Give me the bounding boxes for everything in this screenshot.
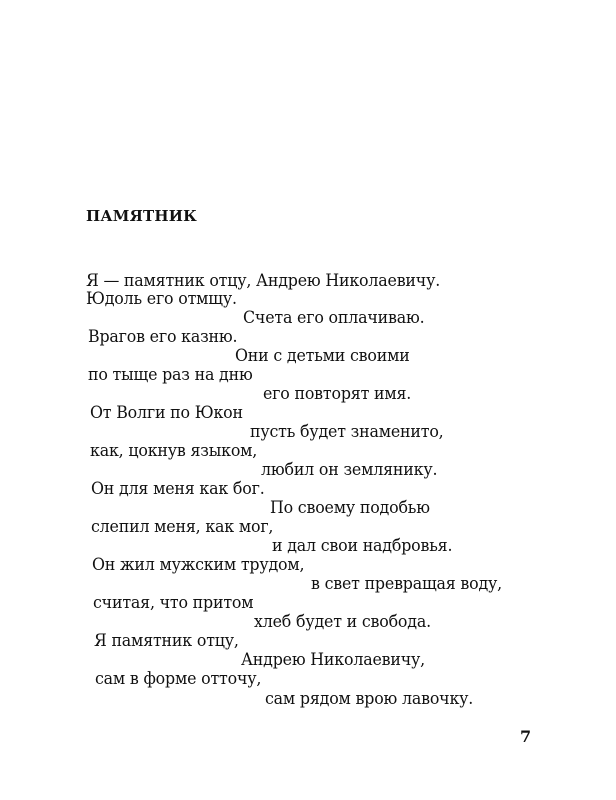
poem-line: пусть будет знаменито,	[250, 422, 444, 441]
poem-line: хлеб будет и свобода.	[254, 612, 431, 631]
poem-line: в свет превращая воду,	[311, 574, 503, 593]
poem-line: любил он землянику.	[261, 460, 438, 479]
poem-line: его повторят имя.	[263, 384, 412, 403]
poem-line: От Волги по Юкон	[90, 403, 243, 422]
poem-line: сам в форме отточу,	[95, 669, 262, 688]
poem-line: Он жил мужским трудом,	[92, 555, 305, 574]
poem-line: Счета его оплачиваю.	[243, 308, 425, 327]
poem-line: Они с детьми своими	[235, 346, 410, 365]
poem-line: как, цокнув языком,	[90, 441, 258, 460]
poem-line: Я — памятник отцу, Андрею Николаевичу.	[86, 271, 441, 290]
page-number: 7	[520, 727, 532, 746]
poem-line: Я памятник отцу,	[94, 631, 239, 650]
poem-line: Юдоль его отмщу.	[86, 289, 237, 308]
poem-line: Андрею Николаевичу,	[241, 650, 425, 669]
poem-line: слепил меня, как мог,	[91, 517, 274, 536]
poem-line: по тыще раз на дню	[88, 365, 253, 384]
poem-line: По своему подобью	[270, 498, 430, 517]
poem-line: Врагов его казню.	[88, 327, 238, 346]
poem-line: Он для меня как бог.	[91, 479, 265, 498]
poem-title: ПАМЯТНИК	[86, 207, 197, 225]
poem-line: считая, что притом	[93, 593, 254, 612]
poem-line: и дал свои надбровья.	[272, 536, 453, 555]
poem-line: сам рядом врою лавочку.	[265, 689, 474, 708]
